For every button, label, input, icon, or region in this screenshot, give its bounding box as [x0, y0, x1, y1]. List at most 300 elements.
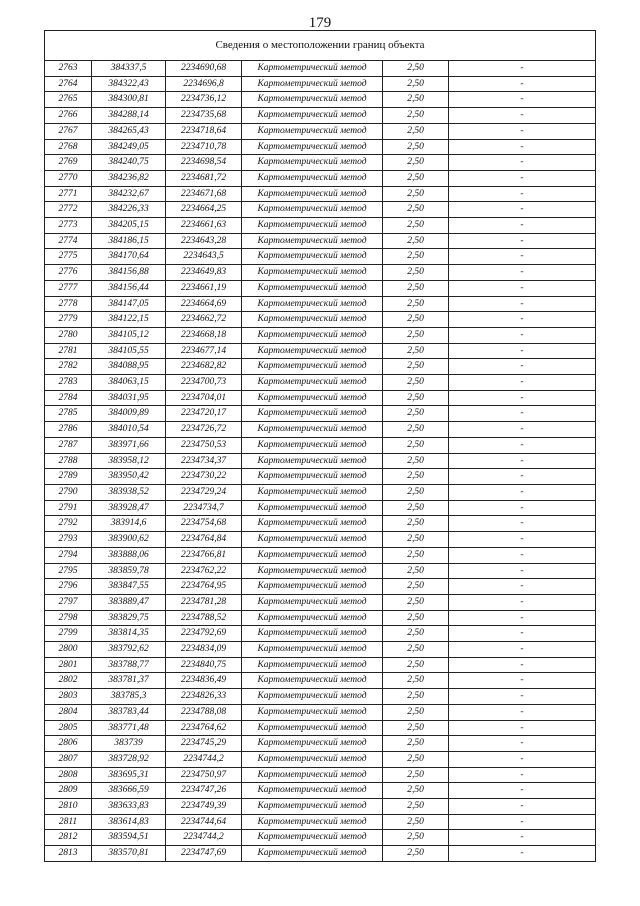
coord-x-cell: 383781,37	[92, 673, 166, 689]
coord-x-cell: 383792,62	[92, 642, 166, 658]
method-cell: Картометрический метод	[242, 610, 383, 626]
boundary-points-table	[44, 30, 596, 862]
coord-x-cell: 384232,67	[92, 186, 166, 202]
coord-y-cell: 2234764,62	[166, 720, 242, 736]
coord-x-cell: 383900,62	[92, 532, 166, 548]
coord-y-cell: 2234661,19	[166, 280, 242, 296]
table-row	[45, 484, 596, 500]
accuracy-cell: 2,50	[383, 280, 449, 296]
accuracy-cell: 2,50	[383, 673, 449, 689]
coord-y-cell: 2234720,17	[166, 406, 242, 422]
table-row	[45, 783, 596, 799]
coord-y-cell: 2234734,7	[166, 500, 242, 516]
coord-x-cell: 383666,59	[92, 783, 166, 799]
table-row	[45, 846, 596, 862]
coord-x-cell: 384063,15	[92, 375, 166, 391]
table-row	[45, 704, 596, 720]
coord-y-cell: 2234744,2	[166, 751, 242, 767]
point-number-cell: 2772	[45, 202, 92, 218]
coord-y-cell: 2234792,69	[166, 626, 242, 642]
method-cell: Картометрический метод	[242, 437, 383, 453]
accuracy-cell: 2,50	[383, 563, 449, 579]
coord-x-cell: 384122,15	[92, 312, 166, 328]
note-cell: -	[449, 830, 596, 846]
point-number-cell: 2800	[45, 642, 92, 658]
table-row	[45, 422, 596, 438]
note-cell: -	[449, 532, 596, 548]
point-number-cell: 2809	[45, 783, 92, 799]
coord-x-cell: 384009,89	[92, 406, 166, 422]
point-number-cell: 2775	[45, 249, 92, 265]
method-cell: Картометрический метод	[242, 265, 383, 281]
method-cell: Картометрический метод	[242, 312, 383, 328]
coord-y-cell: 2234750,97	[166, 767, 242, 783]
coord-y-cell: 2234677,14	[166, 343, 242, 359]
note-cell: -	[449, 799, 596, 815]
method-cell: Картометрический метод	[242, 704, 383, 720]
coord-x-cell: 384205,15	[92, 218, 166, 234]
point-number-cell: 2773	[45, 218, 92, 234]
method-cell: Картометрический метод	[242, 830, 383, 846]
point-number-cell: 2767	[45, 123, 92, 139]
accuracy-cell: 2,50	[383, 594, 449, 610]
method-cell: Картометрический метод	[242, 516, 383, 532]
table-row	[45, 406, 596, 422]
method-cell: Картометрический метод	[242, 751, 383, 767]
accuracy-cell: 2,50	[383, 343, 449, 359]
point-number-cell: 2770	[45, 170, 92, 186]
note-cell: -	[449, 249, 596, 265]
note-cell: -	[449, 280, 596, 296]
accuracy-cell: 2,50	[383, 689, 449, 705]
note-cell: -	[449, 296, 596, 312]
method-cell: Картометрический метод	[242, 123, 383, 139]
note-cell: -	[449, 61, 596, 77]
coord-x-cell: 384170,64	[92, 249, 166, 265]
coord-y-cell: 2234749,39	[166, 799, 242, 815]
note-cell: -	[449, 736, 596, 752]
accuracy-cell: 2,50	[383, 92, 449, 108]
accuracy-cell: 2,50	[383, 453, 449, 469]
coord-x-cell: 383814,35	[92, 626, 166, 642]
point-number-cell: 2776	[45, 265, 92, 281]
method-cell: Картометрический метод	[242, 657, 383, 673]
table-row	[45, 123, 596, 139]
coord-y-cell: 2234750,53	[166, 437, 242, 453]
accuracy-cell: 2,50	[383, 767, 449, 783]
coord-x-cell: 383847,55	[92, 579, 166, 595]
note-cell: -	[449, 76, 596, 92]
coord-y-cell: 2234781,28	[166, 594, 242, 610]
table-row	[45, 453, 596, 469]
point-number-cell: 2785	[45, 406, 92, 422]
table-row	[45, 390, 596, 406]
accuracy-cell: 2,50	[383, 265, 449, 281]
table-row	[45, 799, 596, 815]
point-number-cell: 2792	[45, 516, 92, 532]
coord-x-cell: 383958,12	[92, 453, 166, 469]
coord-x-cell: 384288,14	[92, 108, 166, 124]
table-row	[45, 249, 596, 265]
coord-y-cell: 2234704,01	[166, 390, 242, 406]
method-cell: Картометрический метод	[242, 736, 383, 752]
method-cell: Картометрический метод	[242, 453, 383, 469]
method-cell: Картометрический метод	[242, 500, 383, 516]
method-cell: Картометрический метод	[242, 689, 383, 705]
note-cell: -	[449, 218, 596, 234]
coord-y-cell: 2234788,52	[166, 610, 242, 626]
accuracy-cell: 2,50	[383, 202, 449, 218]
method-cell: Картометрический метод	[242, 642, 383, 658]
method-cell: Картометрический метод	[242, 170, 383, 186]
note-cell: -	[449, 673, 596, 689]
table-row	[45, 359, 596, 375]
note-cell: -	[449, 500, 596, 516]
table-row	[45, 673, 596, 689]
coord-x-cell: 383614,83	[92, 814, 166, 830]
table-row	[45, 563, 596, 579]
accuracy-cell: 2,50	[383, 516, 449, 532]
note-cell: -	[449, 720, 596, 736]
note-cell: -	[449, 704, 596, 720]
method-cell: Картометрический метод	[242, 563, 383, 579]
coord-y-cell: 2234643,5	[166, 249, 242, 265]
table-row	[45, 170, 596, 186]
note-cell: -	[449, 108, 596, 124]
method-cell: Картометрический метод	[242, 846, 383, 862]
point-number-cell: 2784	[45, 390, 92, 406]
method-cell: Картометрический метод	[242, 783, 383, 799]
coord-y-cell: 2234840,75	[166, 657, 242, 673]
method-cell: Картометрический метод	[242, 186, 383, 202]
table-row	[45, 626, 596, 642]
accuracy-cell: 2,50	[383, 736, 449, 752]
note-cell: -	[449, 186, 596, 202]
point-number-cell: 2801	[45, 657, 92, 673]
point-number-cell: 2764	[45, 76, 92, 92]
method-cell: Картометрический метод	[242, 327, 383, 343]
accuracy-cell: 2,50	[383, 814, 449, 830]
coord-y-cell: 2234747,26	[166, 783, 242, 799]
point-number-cell: 2797	[45, 594, 92, 610]
point-number-cell: 2782	[45, 359, 92, 375]
coord-x-cell: 384156,88	[92, 265, 166, 281]
accuracy-cell: 2,50	[383, 61, 449, 77]
coord-y-cell: 2234664,25	[166, 202, 242, 218]
coord-y-cell: 2234698,54	[166, 155, 242, 171]
table-row	[45, 218, 596, 234]
note-cell: -	[449, 233, 596, 249]
table-row	[45, 767, 596, 783]
table-row	[45, 233, 596, 249]
coord-y-cell: 2234747,69	[166, 846, 242, 862]
note-cell: -	[449, 406, 596, 422]
method-cell: Картометрический метод	[242, 249, 383, 265]
method-cell: Картометрический метод	[242, 390, 383, 406]
table-row	[45, 265, 596, 281]
accuracy-cell: 2,50	[383, 312, 449, 328]
point-number-cell: 2787	[45, 437, 92, 453]
coord-y-cell: 2234764,84	[166, 532, 242, 548]
accuracy-cell: 2,50	[383, 233, 449, 249]
coord-y-cell: 2234700,73	[166, 375, 242, 391]
method-cell: Картометрический метод	[242, 814, 383, 830]
coord-y-cell: 2234661,63	[166, 218, 242, 234]
accuracy-cell: 2,50	[383, 327, 449, 343]
coord-y-cell: 2234736,12	[166, 92, 242, 108]
coord-x-cell: 384088,95	[92, 359, 166, 375]
coord-x-cell: 384300,81	[92, 92, 166, 108]
coord-x-cell: 383594,51	[92, 830, 166, 846]
point-number-cell: 2795	[45, 563, 92, 579]
accuracy-cell: 2,50	[383, 375, 449, 391]
coord-x-cell: 384249,05	[92, 139, 166, 155]
point-number-cell: 2786	[45, 422, 92, 438]
point-number-cell: 2799	[45, 626, 92, 642]
table-row	[45, 720, 596, 736]
note-cell: -	[449, 563, 596, 579]
coord-y-cell: 2234788,08	[166, 704, 242, 720]
coord-x-cell: 383829,75	[92, 610, 166, 626]
coord-x-cell: 384105,12	[92, 327, 166, 343]
table-row	[45, 610, 596, 626]
coord-y-cell: 2234681,72	[166, 170, 242, 186]
accuracy-cell: 2,50	[383, 626, 449, 642]
point-number-cell: 2768	[45, 139, 92, 155]
coord-x-cell: 383570,81	[92, 846, 166, 862]
note-cell: -	[449, 123, 596, 139]
accuracy-cell: 2,50	[383, 830, 449, 846]
method-cell: Картометрический метод	[242, 799, 383, 815]
accuracy-cell: 2,50	[383, 799, 449, 815]
table-row	[45, 751, 596, 767]
coord-y-cell: 2234730,22	[166, 469, 242, 485]
accuracy-cell: 2,50	[383, 406, 449, 422]
coord-y-cell: 2234682,82	[166, 359, 242, 375]
coord-x-cell: 383938,52	[92, 484, 166, 500]
accuracy-cell: 2,50	[383, 170, 449, 186]
note-cell: -	[449, 422, 596, 438]
note-cell: -	[449, 327, 596, 343]
table-row	[45, 469, 596, 485]
coord-x-cell: 383971,66	[92, 437, 166, 453]
note-cell: -	[449, 139, 596, 155]
point-number-cell: 2804	[45, 704, 92, 720]
accuracy-cell: 2,50	[383, 422, 449, 438]
note-cell: -	[449, 846, 596, 862]
method-cell: Картометрический метод	[242, 626, 383, 642]
table-row	[45, 437, 596, 453]
table-row	[45, 547, 596, 563]
table-row	[45, 532, 596, 548]
note-cell: -	[449, 626, 596, 642]
method-cell: Картометрический метод	[242, 139, 383, 155]
accuracy-cell: 2,50	[383, 249, 449, 265]
accuracy-cell: 2,50	[383, 704, 449, 720]
method-cell: Картометрический метод	[242, 155, 383, 171]
point-number-cell: 2807	[45, 751, 92, 767]
coord-x-cell: 383633,83	[92, 799, 166, 815]
point-number-cell: 2794	[45, 547, 92, 563]
note-cell: -	[449, 579, 596, 595]
point-number-cell: 2796	[45, 579, 92, 595]
method-cell: Картометрический метод	[242, 61, 383, 77]
coord-y-cell: 2234726,72	[166, 422, 242, 438]
method-cell: Картометрический метод	[242, 673, 383, 689]
accuracy-cell: 2,50	[383, 76, 449, 92]
note-cell: -	[449, 783, 596, 799]
coord-x-cell: 383728,92	[92, 751, 166, 767]
note-cell: -	[449, 469, 596, 485]
accuracy-cell: 2,50	[383, 108, 449, 124]
method-cell: Картометрический метод	[242, 375, 383, 391]
table-row	[45, 76, 596, 92]
note-cell: -	[449, 312, 596, 328]
table-row	[45, 516, 596, 532]
accuracy-cell: 2,50	[383, 532, 449, 548]
coord-x-cell: 383788,77	[92, 657, 166, 673]
coord-x-cell: 383888,06	[92, 547, 166, 563]
note-cell: -	[449, 390, 596, 406]
point-number-cell: 2789	[45, 469, 92, 485]
coord-y-cell: 2234826,33	[166, 689, 242, 705]
accuracy-cell: 2,50	[383, 751, 449, 767]
note-cell: -	[449, 92, 596, 108]
table-row	[45, 594, 596, 610]
coord-x-cell: 384240,75	[92, 155, 166, 171]
accuracy-cell: 2,50	[383, 484, 449, 500]
coord-x-cell: 383914,6	[92, 516, 166, 532]
accuracy-cell: 2,50	[383, 610, 449, 626]
method-cell: Картометрический метод	[242, 343, 383, 359]
method-cell: Картометрический метод	[242, 92, 383, 108]
coord-x-cell: 384010,54	[92, 422, 166, 438]
coord-x-cell: 383783,44	[92, 704, 166, 720]
coord-x-cell: 384337,5	[92, 61, 166, 77]
method-cell: Картометрический метод	[242, 76, 383, 92]
accuracy-cell: 2,50	[383, 186, 449, 202]
note-cell: -	[449, 375, 596, 391]
method-cell: Картометрический метод	[242, 547, 383, 563]
coord-x-cell: 383739	[92, 736, 166, 752]
coord-y-cell: 2234643,28	[166, 233, 242, 249]
point-number-cell: 2774	[45, 233, 92, 249]
point-number-cell: 2813	[45, 846, 92, 862]
table-row	[45, 579, 596, 595]
coord-y-cell: 2234664,69	[166, 296, 242, 312]
table-row	[45, 830, 596, 846]
point-number-cell: 2790	[45, 484, 92, 500]
point-number-cell: 2788	[45, 453, 92, 469]
point-number-cell: 2780	[45, 327, 92, 343]
accuracy-cell: 2,50	[383, 579, 449, 595]
coord-y-cell: 2234649,83	[166, 265, 242, 281]
accuracy-cell: 2,50	[383, 296, 449, 312]
table-row	[45, 375, 596, 391]
coord-x-cell: 384322,43	[92, 76, 166, 92]
method-cell: Картометрический метод	[242, 280, 383, 296]
coord-y-cell: 2234762,22	[166, 563, 242, 579]
note-cell: -	[449, 610, 596, 626]
point-number-cell: 2798	[45, 610, 92, 626]
method-cell: Картометрический метод	[242, 296, 383, 312]
point-number-cell: 2777	[45, 280, 92, 296]
method-cell: Картометрический метод	[242, 406, 383, 422]
coord-y-cell: 2234766,81	[166, 547, 242, 563]
table-row	[45, 642, 596, 658]
method-cell: Картометрический метод	[242, 532, 383, 548]
point-number-cell: 2771	[45, 186, 92, 202]
table-row	[45, 500, 596, 516]
coord-y-cell: 2234671,68	[166, 186, 242, 202]
table-row	[45, 186, 596, 202]
coord-y-cell: 2234718,64	[166, 123, 242, 139]
coord-x-cell: 383928,47	[92, 500, 166, 516]
table-row	[45, 327, 596, 343]
point-number-cell: 2778	[45, 296, 92, 312]
method-cell: Картометрический метод	[242, 720, 383, 736]
table-row	[45, 155, 596, 171]
note-cell: -	[449, 642, 596, 658]
point-number-cell: 2781	[45, 343, 92, 359]
coord-x-cell: 384265,43	[92, 123, 166, 139]
note-cell: -	[449, 594, 596, 610]
coord-x-cell: 383950,42	[92, 469, 166, 485]
coord-x-cell: 383695,31	[92, 767, 166, 783]
note-cell: -	[449, 202, 596, 218]
accuracy-cell: 2,50	[383, 123, 449, 139]
accuracy-cell: 2,50	[383, 720, 449, 736]
point-number-cell: 2763	[45, 61, 92, 77]
coord-y-cell: 2234729,24	[166, 484, 242, 500]
method-cell: Картометрический метод	[242, 202, 383, 218]
coord-y-cell: 2234668,18	[166, 327, 242, 343]
accuracy-cell: 2,50	[383, 139, 449, 155]
coord-x-cell: 383771,48	[92, 720, 166, 736]
table-row	[45, 139, 596, 155]
note-cell: -	[449, 343, 596, 359]
coord-y-cell: 2234744,2	[166, 830, 242, 846]
method-cell: Картометрический метод	[242, 233, 383, 249]
note-cell: -	[449, 767, 596, 783]
note-cell: -	[449, 484, 596, 500]
coord-x-cell: 383889,47	[92, 594, 166, 610]
method-cell: Картометрический метод	[242, 108, 383, 124]
coord-y-cell: 2234734,37	[166, 453, 242, 469]
note-cell: -	[449, 437, 596, 453]
coord-x-cell: 384226,33	[92, 202, 166, 218]
note-cell: -	[449, 751, 596, 767]
table-row	[45, 296, 596, 312]
point-number-cell: 2769	[45, 155, 92, 171]
point-number-cell: 2766	[45, 108, 92, 124]
accuracy-cell: 2,50	[383, 547, 449, 563]
coord-y-cell: 2234745,29	[166, 736, 242, 752]
table-row	[45, 343, 596, 359]
point-number-cell: 2765	[45, 92, 92, 108]
coord-x-cell: 384186,15	[92, 233, 166, 249]
note-cell: -	[449, 689, 596, 705]
page-number: 179	[308, 15, 332, 31]
note-cell: -	[449, 155, 596, 171]
point-number-cell: 2783	[45, 375, 92, 391]
coord-x-cell: 383859,78	[92, 563, 166, 579]
note-cell: -	[449, 516, 596, 532]
coord-y-cell: 2234754,68	[166, 516, 242, 532]
coord-y-cell: 2234735,68	[166, 108, 242, 124]
coord-x-cell: 384236,82	[92, 170, 166, 186]
point-number-cell: 2812	[45, 830, 92, 846]
